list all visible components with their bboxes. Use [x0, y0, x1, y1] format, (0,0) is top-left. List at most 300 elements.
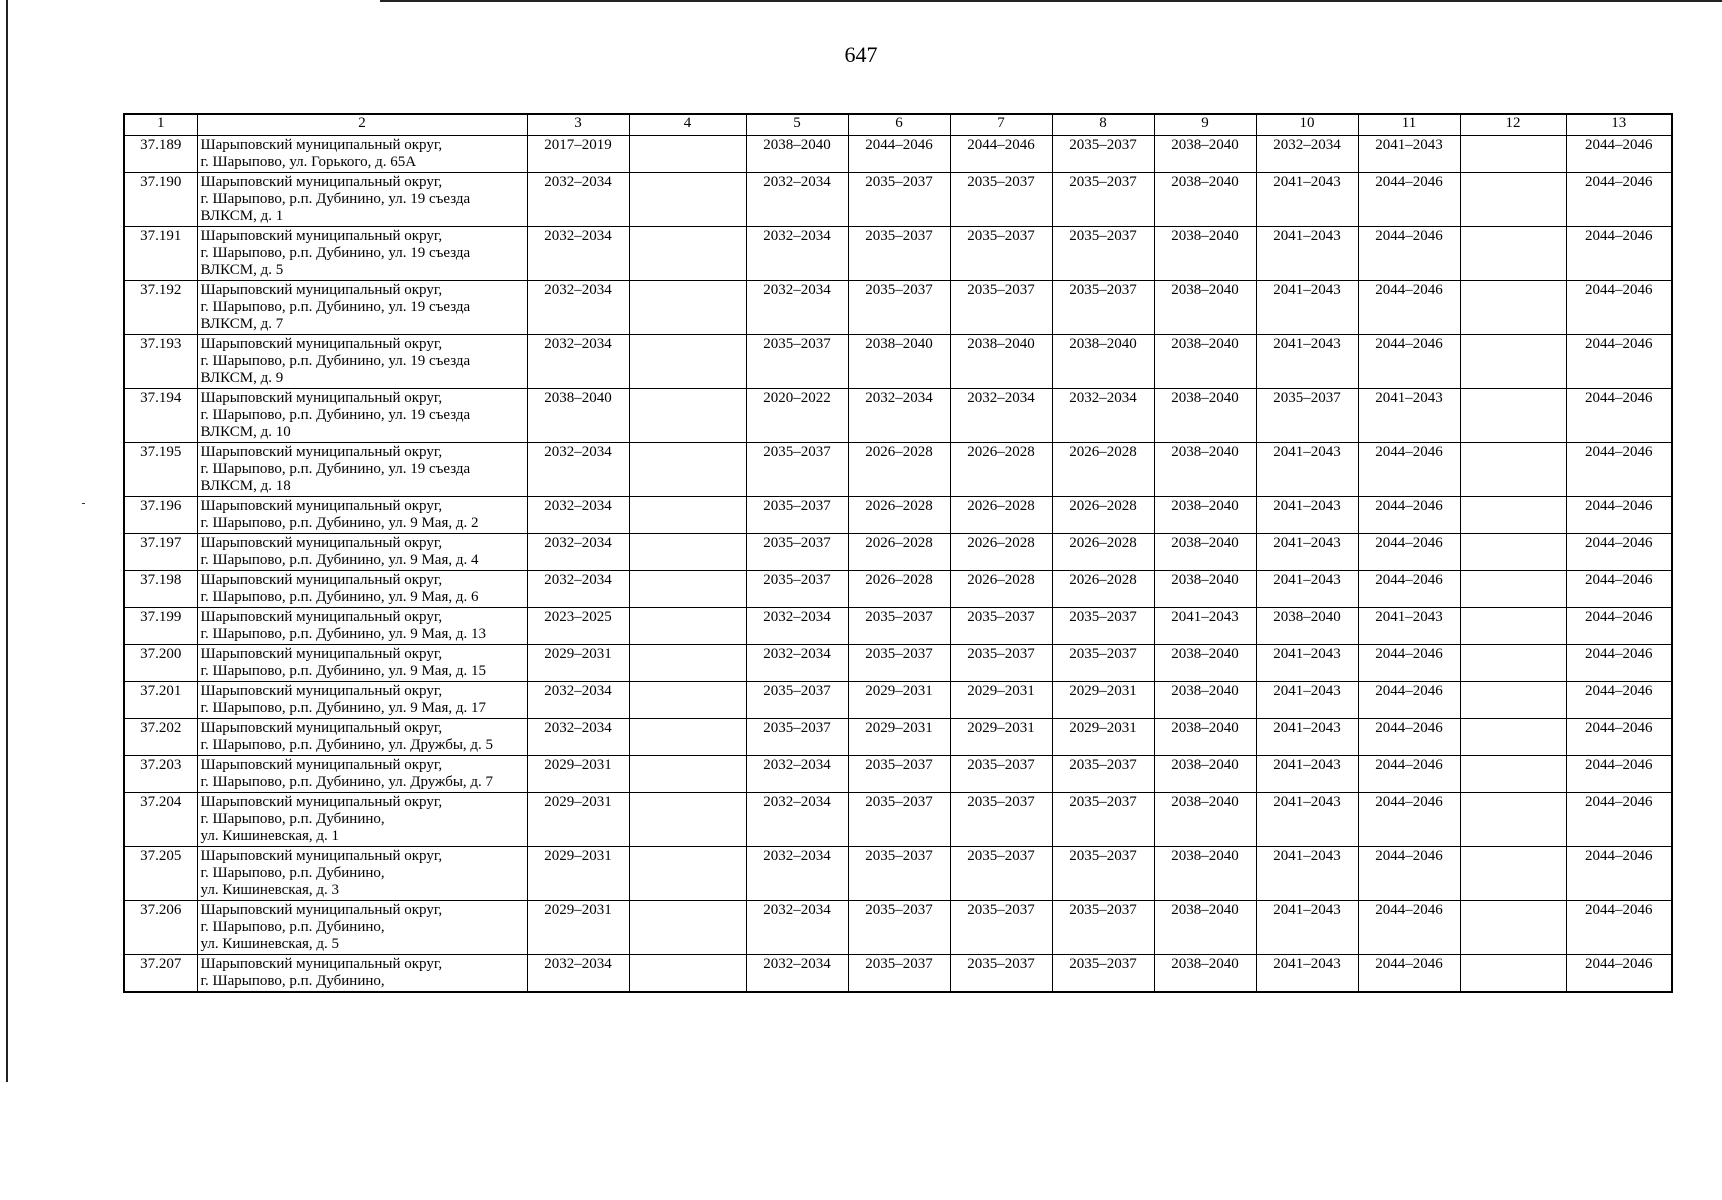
period-cell: 2038–2040 [950, 335, 1052, 389]
period-cell: 2044–2046 [1566, 719, 1672, 756]
period-cell: 2032–2034 [746, 793, 848, 847]
period-cell: 2038–2040 [1154, 389, 1256, 443]
table-row [124, 847, 1672, 901]
period-cell: 2038–2040 [1154, 534, 1256, 571]
period-cell: 2035–2037 [1052, 136, 1154, 173]
period-cell: 2035–2037 [1052, 608, 1154, 645]
period-cell: 2038–2040 [1154, 227, 1256, 281]
address-cell [197, 443, 527, 497]
period-cell [629, 901, 746, 955]
address-cell [197, 335, 527, 389]
address-line: г. Шарыпово, р.п. Дубинино, ул. 9 Мая, д. 15 [200, 663, 486, 679]
row-number: 37.189 [124, 136, 197, 173]
period-cell: 2035–2037 [746, 571, 848, 608]
period-cell: 2044–2046 [1358, 847, 1460, 901]
row-number: 37.205 [124, 847, 197, 901]
period-cell: 2032–2034 [527, 571, 629, 608]
column-header: 6 [848, 114, 950, 136]
table-row [124, 335, 1672, 389]
period-cell: 2032–2034 [527, 281, 629, 335]
period-cell: 2029–2031 [1052, 719, 1154, 756]
period-cell: 2032–2034 [746, 645, 848, 682]
period-cell: 2035–2037 [848, 901, 950, 955]
period-cell: 2032–2034 [527, 227, 629, 281]
period-cell [1460, 335, 1566, 389]
period-cell: 2041–2043 [1256, 227, 1358, 281]
period-cell: 2020–2022 [746, 389, 848, 443]
period-cell: 2044–2046 [1358, 719, 1460, 756]
row-number: 37.207 [124, 955, 197, 993]
period-cell: 2032–2034 [527, 719, 629, 756]
period-cell: 2041–2043 [1256, 719, 1358, 756]
period-cell: 2041–2043 [1256, 682, 1358, 719]
row-number: 37.204 [124, 793, 197, 847]
address-line: ул. Кишиневская, д. 1 [200, 828, 340, 844]
address-line: Шарыповский муниципальный округ, [200, 444, 443, 460]
table-row [124, 534, 1672, 571]
address-cell [197, 173, 527, 227]
period-cell: 2035–2037 [1052, 227, 1154, 281]
column-header: 8 [1052, 114, 1154, 136]
period-cell: 2041–2043 [1256, 497, 1358, 534]
period-cell: 2035–2037 [848, 173, 950, 227]
address-line: г. Шарыпово, р.п. Дубинино, ул. 9 Мая, д. 17 [200, 700, 486, 716]
row-number: 37.196 [124, 497, 197, 534]
period-cell: 2035–2037 [950, 901, 1052, 955]
period-cell [1460, 173, 1566, 227]
address-line: г. Шарыпово, р.п. Дубинино, [200, 973, 385, 989]
row-number: 37.198 [124, 571, 197, 608]
address-line: г. Шарыпово, р.п. Дубинино, [200, 811, 385, 827]
period-cell: 2041–2043 [1358, 389, 1460, 443]
period-cell [1460, 756, 1566, 793]
period-cell: 2026–2028 [1052, 443, 1154, 497]
period-cell: 2044–2046 [1566, 173, 1672, 227]
period-cell [629, 136, 746, 173]
period-cell: 2038–2040 [1154, 682, 1256, 719]
row-number: 37.203 [124, 756, 197, 793]
row-number: 37.194 [124, 389, 197, 443]
period-cell [1460, 136, 1566, 173]
address-line: Шарыповский муниципальный округ, [200, 572, 443, 588]
period-cell: 2035–2037 [1256, 389, 1358, 443]
period-cell: 2032–2034 [746, 847, 848, 901]
address-cell [197, 682, 527, 719]
address-cell [197, 136, 527, 173]
period-cell: 2044–2046 [1358, 335, 1460, 389]
period-cell: 2026–2028 [848, 443, 950, 497]
period-cell: 2041–2043 [1256, 756, 1358, 793]
address-cell [197, 901, 527, 955]
period-cell: 2044–2046 [1566, 335, 1672, 389]
column-header: 3 [527, 114, 629, 136]
period-cell: 2041–2043 [1256, 281, 1358, 335]
period-cell: 2032–2034 [746, 227, 848, 281]
period-cell: 2038–2040 [1256, 608, 1358, 645]
period-cell: 2038–2040 [1154, 955, 1256, 993]
table-row [124, 497, 1672, 534]
period-cell: 2032–2034 [527, 497, 629, 534]
address-line: ВЛКСМ, д. 1 [200, 208, 284, 224]
period-cell: 2026–2028 [848, 534, 950, 571]
address-line: Шарыповский муниципальный округ, [200, 535, 443, 551]
address-line: Шарыповский муниципальный округ, [200, 794, 443, 810]
period-cell: 2032–2034 [950, 389, 1052, 443]
period-cell [1460, 571, 1566, 608]
period-cell: 2035–2037 [950, 173, 1052, 227]
period-cell: 2029–2031 [527, 847, 629, 901]
period-cell: 2044–2046 [1566, 389, 1672, 443]
period-cell: 2035–2037 [950, 281, 1052, 335]
period-cell: 2038–2040 [1052, 335, 1154, 389]
period-cell: 2041–2043 [1154, 608, 1256, 645]
period-cell: 2035–2037 [746, 443, 848, 497]
row-number: 37.206 [124, 901, 197, 955]
period-cell: 2035–2037 [950, 645, 1052, 682]
period-cell [629, 719, 746, 756]
period-cell: 2044–2046 [848, 136, 950, 173]
table-row [124, 281, 1672, 335]
period-cell: 2044–2046 [1566, 793, 1672, 847]
period-cell [1460, 719, 1566, 756]
address-cell [197, 497, 527, 534]
period-cell: 2035–2037 [1052, 847, 1154, 901]
period-cell: 2035–2037 [746, 335, 848, 389]
period-cell: 2044–2046 [1566, 571, 1672, 608]
period-cell [1460, 682, 1566, 719]
address-line: Шарыповский муниципальный округ, [200, 902, 443, 918]
period-cell: 2026–2028 [950, 497, 1052, 534]
period-cell: 2029–2031 [950, 682, 1052, 719]
address-line: г. Шарыпово, р.п. Дубинино, ул. Дружбы, д. 7 [200, 774, 494, 790]
scan-speck [82, 503, 85, 504]
address-line: ВЛКСМ, д. 5 [200, 262, 284, 278]
period-cell [1460, 534, 1566, 571]
address-line: ул. Кишиневская, д. 5 [200, 936, 340, 952]
period-cell: 2044–2046 [1566, 955, 1672, 993]
address-cell [197, 534, 527, 571]
address-cell [197, 608, 527, 645]
period-cell: 2038–2040 [1154, 443, 1256, 497]
address-line: ВЛКСМ, д. 7 [200, 316, 284, 332]
period-cell: 2029–2031 [848, 719, 950, 756]
registry-table [123, 113, 1673, 993]
address-line: Шарыповский муниципальный округ, [200, 498, 443, 514]
address-line: Шарыповский муниципальный округ, [200, 956, 443, 972]
period-cell [1460, 645, 1566, 682]
period-cell [1460, 281, 1566, 335]
address-line: г. Шарыпово, р.п. Дубинино, ул. 19 съезда [200, 353, 471, 369]
address-line: г. Шарыпово, р.п. Дубинино, ул. 9 Мая, д. 6 [200, 589, 479, 605]
period-cell: 2035–2037 [848, 645, 950, 682]
period-cell: 2038–2040 [1154, 719, 1256, 756]
period-cell: 2035–2037 [848, 227, 950, 281]
address-cell [197, 571, 527, 608]
period-cell: 2041–2043 [1256, 534, 1358, 571]
period-cell: 2038–2040 [1154, 901, 1256, 955]
period-cell [629, 281, 746, 335]
column-header: 1 [124, 114, 197, 136]
period-cell [1460, 608, 1566, 645]
period-cell [629, 227, 746, 281]
period-cell [629, 793, 746, 847]
period-cell: 2038–2040 [1154, 173, 1256, 227]
address-line: г. Шарыпово, р.п. Дубинино, [200, 919, 385, 935]
period-cell: 2035–2037 [848, 608, 950, 645]
table-row [124, 571, 1672, 608]
address-line: Шарыповский муниципальный округ, [200, 174, 443, 190]
address-line: Шарыповский муниципальный округ, [200, 228, 443, 244]
address-cell [197, 756, 527, 793]
period-cell: 2035–2037 [1052, 756, 1154, 793]
period-cell [1460, 847, 1566, 901]
row-number: 37.193 [124, 335, 197, 389]
table-row [124, 901, 1672, 955]
period-cell: 2044–2046 [1566, 756, 1672, 793]
period-cell: 2041–2043 [1256, 443, 1358, 497]
column-header: 7 [950, 114, 1052, 136]
address-cell [197, 793, 527, 847]
period-cell: 2026–2028 [1052, 497, 1154, 534]
address-line: Шарыповский муниципальный округ, [200, 683, 443, 699]
address-line: Шарыповский муниципальный округ, [200, 609, 443, 625]
period-cell [1460, 955, 1566, 993]
period-cell: 2035–2037 [1052, 173, 1154, 227]
period-cell: 2038–2040 [746, 136, 848, 173]
period-cell: 2035–2037 [1052, 955, 1154, 993]
period-cell: 2035–2037 [848, 955, 950, 993]
period-cell: 2029–2031 [527, 756, 629, 793]
period-cell: 2032–2034 [746, 281, 848, 335]
address-cell [197, 719, 527, 756]
row-number: 37.201 [124, 682, 197, 719]
period-cell: 2038–2040 [1154, 136, 1256, 173]
address-cell [197, 645, 527, 682]
address-line: Шарыповский муниципальный округ, [200, 336, 443, 352]
period-cell [1460, 901, 1566, 955]
address-line: г. Шарыпово, р.п. Дубинино, ул. 19 съезда [200, 191, 471, 207]
period-cell: 2044–2046 [1566, 136, 1672, 173]
row-number: 37.199 [124, 608, 197, 645]
period-cell: 2044–2046 [1566, 443, 1672, 497]
period-cell: 2041–2043 [1358, 136, 1460, 173]
period-cell: 2044–2046 [1358, 645, 1460, 682]
period-cell: 2032–2034 [746, 756, 848, 793]
address-line: Шарыповский муниципальный округ, [200, 848, 443, 864]
period-cell: 2026–2028 [848, 497, 950, 534]
period-cell [629, 682, 746, 719]
address-line: г. Шарыпово, р.п. Дубинино, ул. Дружбы, д. 5 [200, 737, 494, 753]
period-cell: 2023–2025 [527, 608, 629, 645]
period-cell [629, 571, 746, 608]
period-cell: 2032–2034 [527, 335, 629, 389]
period-cell: 2026–2028 [950, 534, 1052, 571]
column-header: 2 [197, 114, 527, 136]
address-line: Шарыповский муниципальный округ, [200, 390, 443, 406]
address-line: ВЛКСМ, д. 10 [200, 424, 291, 440]
scan-edge-left [6, 0, 8, 1082]
period-cell: 2035–2037 [950, 847, 1052, 901]
period-cell: 2044–2046 [1566, 227, 1672, 281]
row-number: 37.195 [124, 443, 197, 497]
period-cell: 2029–2031 [527, 645, 629, 682]
table-row [124, 443, 1672, 497]
period-cell: 2026–2028 [950, 571, 1052, 608]
period-cell: 2044–2046 [1358, 756, 1460, 793]
address-cell [197, 955, 527, 993]
period-cell: 2035–2037 [950, 756, 1052, 793]
address-line: Шарыповский муниципальный округ, [200, 137, 443, 153]
period-cell: 2038–2040 [1154, 756, 1256, 793]
table-row [124, 136, 1672, 173]
period-cell: 2026–2028 [1052, 534, 1154, 571]
period-cell: 2032–2034 [746, 901, 848, 955]
address-line: Шарыповский муниципальный округ, [200, 646, 443, 662]
period-cell: 2029–2031 [1052, 682, 1154, 719]
period-cell: 2035–2037 [746, 719, 848, 756]
period-cell: 2032–2034 [746, 955, 848, 993]
address-line: г. Шарыпово, р.п. Дубинино, ул. 9 Мая, д. 13 [200, 626, 486, 642]
period-cell: 2035–2037 [848, 793, 950, 847]
period-cell: 2041–2043 [1256, 571, 1358, 608]
period-cell: 2041–2043 [1256, 173, 1358, 227]
address-cell [197, 847, 527, 901]
period-cell [1460, 389, 1566, 443]
address-line: Шарыповский муниципальный округ, [200, 757, 443, 773]
period-cell: 2038–2040 [1154, 571, 1256, 608]
period-cell [629, 645, 746, 682]
period-cell: 2044–2046 [1358, 534, 1460, 571]
period-cell [1460, 227, 1566, 281]
table-row [124, 227, 1672, 281]
address-line: ВЛКСМ, д. 18 [200, 478, 291, 494]
address-line: г. Шарыпово, р.п. Дубинино, ул. 19 съезда [200, 299, 471, 315]
table-body [124, 136, 1672, 993]
address-line: г. Шарыпово, р.п. Дубинино, ул. 9 Мая, д. 4 [200, 552, 479, 568]
period-cell [629, 497, 746, 534]
period-cell: 2038–2040 [1154, 281, 1256, 335]
table-row [124, 645, 1672, 682]
address-cell [197, 227, 527, 281]
column-header: 4 [629, 114, 746, 136]
period-cell [629, 443, 746, 497]
period-cell: 2044–2046 [1358, 227, 1460, 281]
period-cell [1460, 443, 1566, 497]
period-cell: 2041–2043 [1256, 847, 1358, 901]
period-cell: 2035–2037 [950, 608, 1052, 645]
period-cell: 2044–2046 [950, 136, 1052, 173]
address-line: ВЛКСМ, д. 9 [200, 370, 284, 386]
column-header: 5 [746, 114, 848, 136]
row-number: 37.200 [124, 645, 197, 682]
column-header: 11 [1358, 114, 1460, 136]
period-cell: 2032–2034 [527, 534, 629, 571]
period-cell: 2041–2043 [1256, 793, 1358, 847]
period-cell: 2041–2043 [1256, 901, 1358, 955]
period-cell [629, 534, 746, 571]
table-row [124, 719, 1672, 756]
column-header: 12 [1460, 114, 1566, 136]
period-cell: 2035–2037 [1052, 645, 1154, 682]
period-cell: 2038–2040 [527, 389, 629, 443]
period-cell: 2038–2040 [1154, 497, 1256, 534]
period-cell: 2029–2031 [848, 682, 950, 719]
period-cell: 2032–2034 [527, 173, 629, 227]
period-cell: 2038–2040 [1154, 847, 1256, 901]
period-cell: 2044–2046 [1358, 682, 1460, 719]
page-number: 647 [844, 42, 878, 67]
period-cell: 2032–2034 [527, 682, 629, 719]
column-header: 10 [1256, 114, 1358, 136]
period-cell: 2032–2034 [746, 608, 848, 645]
period-cell: 2044–2046 [1566, 281, 1672, 335]
period-cell: 2038–2040 [1154, 335, 1256, 389]
column-header: 13 [1566, 114, 1672, 136]
period-cell: 2044–2046 [1358, 571, 1460, 608]
period-cell: 2035–2037 [1052, 793, 1154, 847]
period-cell: 2044–2046 [1566, 682, 1672, 719]
table-row [124, 608, 1672, 645]
period-cell [629, 173, 746, 227]
period-cell: 2035–2037 [1052, 901, 1154, 955]
period-cell: 2044–2046 [1358, 901, 1460, 955]
address-line: г. Шарыпово, р.п. Дубинино, [200, 865, 385, 881]
period-cell: 2035–2037 [950, 793, 1052, 847]
period-cell: 2044–2046 [1566, 534, 1672, 571]
row-number: 37.191 [124, 227, 197, 281]
address-cell [197, 389, 527, 443]
period-cell: 2035–2037 [746, 682, 848, 719]
period-cell: 2035–2037 [746, 534, 848, 571]
period-cell [629, 847, 746, 901]
period-cell: 2035–2037 [848, 756, 950, 793]
period-cell [1460, 793, 1566, 847]
row-number: 37.190 [124, 173, 197, 227]
period-cell: 2035–2037 [746, 497, 848, 534]
period-cell: 2044–2046 [1566, 901, 1672, 955]
period-cell: 2038–2040 [1154, 793, 1256, 847]
period-cell: 2032–2034 [527, 443, 629, 497]
period-cell [629, 389, 746, 443]
period-cell [629, 608, 746, 645]
address-line: Шарыповский муниципальный округ, [200, 720, 443, 736]
period-cell: 2032–2034 [527, 955, 629, 993]
address-line: г. Шарыпово, р.п. Дубинино, ул. 9 Мая, д. 2 [200, 515, 479, 531]
table-row [124, 173, 1672, 227]
column-number-row [124, 114, 1672, 136]
table-row [124, 389, 1672, 443]
period-cell: 2026–2028 [1052, 571, 1154, 608]
address-cell [197, 281, 527, 335]
period-cell: 2044–2046 [1358, 955, 1460, 993]
table-row [124, 955, 1672, 993]
table-row [124, 793, 1672, 847]
address-line: г. Шарыпово, р.п. Дубинино, ул. 19 съезда [200, 407, 471, 423]
address-line: ул. Кишиневская, д. 3 [200, 882, 340, 898]
address-line: г. Шарыпово, ул. Горького, д. 65А [200, 154, 417, 170]
period-cell: 2032–2034 [1052, 389, 1154, 443]
period-cell: 2041–2043 [1358, 608, 1460, 645]
scan-edge-top [380, 0, 1722, 2]
address-line: г. Шарыпово, р.п. Дубинино, ул. 19 съезда [200, 245, 471, 261]
period-cell: 2029–2031 [527, 901, 629, 955]
period-cell: 2041–2043 [1256, 645, 1358, 682]
period-cell: 2017–2019 [527, 136, 629, 173]
period-cell: 2044–2046 [1358, 173, 1460, 227]
period-cell: 2035–2037 [1052, 281, 1154, 335]
period-cell: 2044–2046 [1566, 608, 1672, 645]
period-cell: 2044–2046 [1358, 443, 1460, 497]
